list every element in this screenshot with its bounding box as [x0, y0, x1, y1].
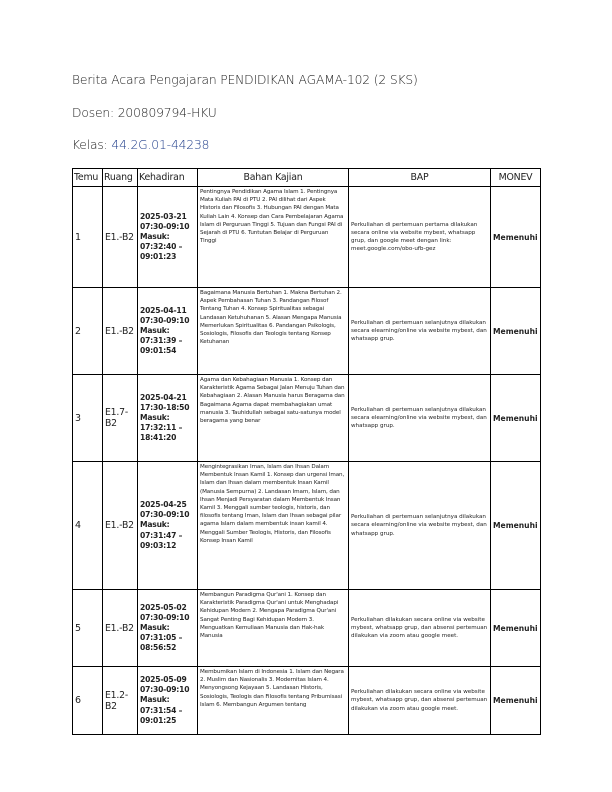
study-material-cell: Mengintegrasikan Iman, Islam dan Ihsan Dalam Membentuk Insan Kamil 1. Konsep dan urgensi Iman, Islam dan Ihsan dalam membentuk Insan Kamil (Manusia Sempurna) 2. Landasan Imam, Islam, dan Ihsan Menjadi Persyaratan dalam Membentuk Insan Kamil 3. Menggali sumber teologis, historis, dan filosofis tentang Iman, Islam dan Ihsan sebagai pilar agama Islam dalam membentuk insan kamil 4. Menggali Sumber Teologis, Historis, dan Filosofis Konsep Insan Kamil — [198, 462, 349, 590]
monev-cell: Memenuhi — [491, 187, 541, 288]
study-material-cell: Membumikan Islam di Indonesia 1. Islam dan Negara 2. Muslim dan Nasionalis 3. Modernitas Islam 4. Menyongsong Kejayaan 5. Landasan Historis, Sosiologis, Teologis dan Filosofis tentang Pribumisasi Islam 6. Membangun Argumen tentang — [198, 667, 349, 735]
attendance-cell: 2025-05-02 07:30-09:10 Masuk: 07:31:05 – 08:56:52 — [138, 590, 198, 667]
room-cell: E1.7-B2 — [103, 375, 138, 462]
room-cell: E1.2-B2 — [103, 667, 138, 735]
study-material-cell: Membangun Paradigma Qur'ani 1. Konsep dan Karakteristik Paradigma Qur'ani untuk Menghadapi Kehidupan Modern 2. Mengapa Paradigma Qur'ani Sangat Penting Bagi Kehidupan Modern 3. Menguatkan Kemuliaan Manusia dan Hak-hak Manusia — [198, 590, 349, 667]
table-row — [73, 667, 541, 735]
room-cell: E1.-B2 — [103, 288, 138, 375]
room-cell: E1.-B2 — [103, 590, 138, 667]
table-header-row — [73, 169, 541, 187]
attendance-cell: 2025-04-21 17:30-18:50 Masuk: 17:32:11 – 18:41:20 — [138, 375, 198, 462]
bap-cell: Perkuliahan di pertemuan selanjutnya dilakukan secara elearning/online via website mybest, dan whatsapp grup. — [349, 375, 491, 462]
bap-cell: Perkuliahan di pertemuan selanjutnya dilakukan secara elearning/online via website mybest, dan whatsapp grup. — [349, 462, 491, 590]
monev-cell: Memenuhi — [491, 667, 541, 735]
study-material-cell: Bagaimana Manusia Bertuhan 1. Makna Bertuhan 2. Aspek Pembahasan Tuhan 3. Pandangan Filosof Tentang Tuhan 4. Konsep Spiritualitas sebagai Landasan Ketuhuhanan 5. Alasan Mengapa Manusia Memerlukan Spiritualitas 6. Pandangan Psikologis, Sosiologis, Filosofis dan Teologis tentang Konsep Ketuhanan — [198, 288, 349, 375]
table-row — [73, 462, 541, 590]
teaching-log-table — [72, 168, 541, 735]
row-number: 2 — [73, 288, 103, 375]
row-number: 1 — [73, 187, 103, 288]
attendance-cell: 2025-04-25 07:30-09:10 Masuk: 07:31:47 – 09:03:12 — [138, 462, 198, 590]
attendance-cell: 2025-04-11 07:30-09:10 Masuk: 07:31:39 – 09:01:54 — [138, 288, 198, 375]
attendance-cell: 2025-05-09 07:30-09:10 Masuk: 07:31:54 – 09:01:25 — [138, 667, 198, 735]
col-header-kehadiran: Kehadiran — [138, 169, 198, 187]
class-code-link[interactable]: 44.2G.01-44238 — [111, 138, 210, 152]
room-cell: E1.-B2 — [103, 187, 138, 288]
room-cell: E1.-B2 — [103, 462, 138, 590]
class-line — [72, 138, 209, 152]
monev-cell: Memenuhi — [491, 375, 541, 462]
lecturer-line: Dosen: 200809794-HKU — [72, 106, 217, 120]
bap-cell: Perkuliahan dilakukan secara online via website mybest, whatsapp grup, dan absensi pertemuan dilakukan via zoom atau google meet. — [349, 590, 491, 667]
attendance-cell: 2025-03-21 07:30-09:10 Masuk: 07:32:40 – 09:01:23 — [138, 187, 198, 288]
row-number: 4 — [73, 462, 103, 590]
table-row — [73, 187, 541, 288]
row-number: 6 — [73, 667, 103, 735]
row-number: 3 — [73, 375, 103, 462]
table-row — [73, 375, 541, 462]
monev-cell: Memenuhi — [491, 590, 541, 667]
col-header-monev: MONEV — [491, 169, 541, 187]
row-number: 5 — [73, 590, 103, 667]
study-material-cell: Pentingnya Pendidikan Agama Islam 1. Pentingnya Mata Kuliah PAI di PTU 2. PAI dilihat dari Aspek Historis dan Filosofis 3. Hubungan PAI dengan Mata Kuliah Lain 4. Konsep dan Cara Pembelajaran Agama Islam di Perguruan Tinggi 5. Tujuan dan Fungsi PAI di Sejarah di PTU 6. Tuntutan Belajar di Perguruan Tinggi — [198, 187, 349, 288]
study-material-cell: Agama dan Kebahagiaan Manusia 1. Konsep dan Karakteristik Agama Sebagai Jalan Menuju Tuhan dan Kebahagiaan 2. Alasan Manusia harus Beragama dan Bagaimana Agama dapat membahagiakan umat manusia 3. Tauhidullah sebagai satu-satunya model beragama yang benar — [198, 375, 349, 462]
class-label: Kelas: — [72, 138, 112, 152]
bap-cell: Perkuliahan di pertemuan selanjutnya dilakukan secara elearning/online via website mybest, dan whatsapp grup. — [349, 288, 491, 375]
table-row — [73, 590, 541, 667]
bap-cell: Perkuliahan di pertemuan pertama dilakukan secara online via website mybest, whatsapp grup, dan google meet dengan link: meet.google.com/obo-ufb-gez — [349, 187, 491, 288]
col-header-ruang: Ruang — [103, 169, 138, 187]
col-header-temu: Temu — [73, 169, 103, 187]
col-header-bahan-kajian: Bahan Kajian — [198, 169, 349, 187]
col-header-bap: BAP — [349, 169, 491, 187]
table-row — [73, 288, 541, 375]
page-title: Berita Acara Pengajaran PENDIDIKAN AGAMA-102 (2 SKS) — [72, 73, 418, 87]
bap-cell: Perkuliahan dilakukan secara online via website mybest, whatsapp grup, dan absensi pertemuan dilakukan via zoom atau google meet. — [349, 667, 491, 735]
monev-cell: Memenuhi — [491, 288, 541, 375]
monev-cell: Memenuhi — [491, 462, 541, 590]
